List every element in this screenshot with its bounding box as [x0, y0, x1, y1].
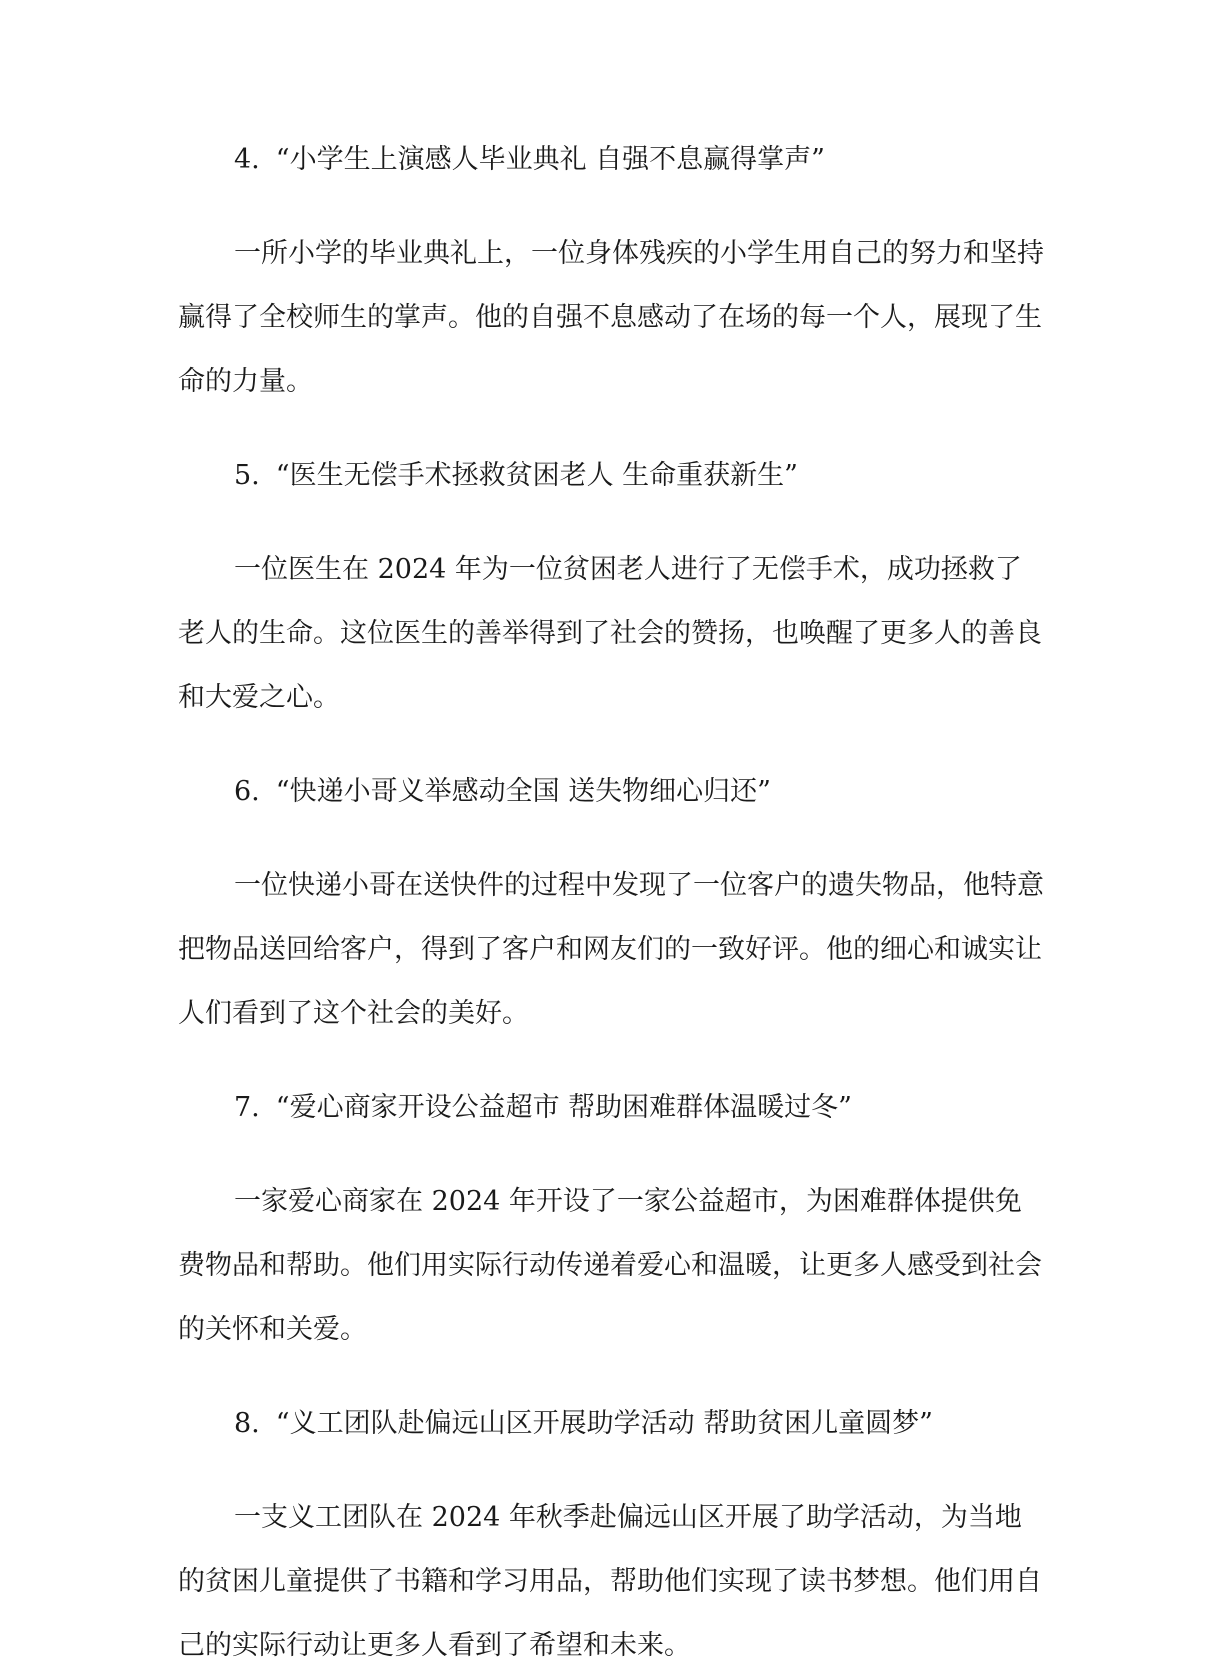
section-heading	[178, 760, 1048, 824]
document-content	[178, 128, 1048, 1678]
section-body: 一家爱心商家在 2024 年开设了一家公益超市，为困难群体提供免费物品和帮助。他们用实际行动传递着爱心和温暖，让更多人感受到社会的关怀和关爱。	[178, 1186, 1042, 1345]
section-body: 一所小学的毕业典礼上，一位身体残疾的小学生用自己的努力和坚持赢得了全校师生的掌声。他的自强不息感动了在场的每一个人，展现了生命的力量。	[178, 238, 1044, 397]
section-number: 4.	[234, 144, 260, 175]
section-title: “爱心商家开设公益超市 帮助困难群体温暖过冬”	[275, 1092, 852, 1123]
section-heading	[178, 444, 1048, 508]
section-body: 一位医生在 2024 年为一位贫困老人进行了无偿手术，成功拯救了老人的生命。这位医生的善举得到了社会的赞扬，也唤醒了更多人的善良和大爱之心。	[178, 554, 1042, 713]
section-title: “医生无偿手术拯救贫困老人 生命重获新生”	[275, 460, 798, 491]
section-heading	[178, 1076, 1048, 1140]
section-number: 6.	[234, 776, 260, 807]
section-title: “小学生上演感人毕业典礼 自强不息赢得掌声”	[275, 144, 825, 175]
section-number: 5.	[234, 460, 260, 491]
section-heading	[178, 1392, 1048, 1456]
section-body: 一支义工团队在 2024 年秋季赴偏远山区开展了助学活动，为当地的贫困儿童提供了书籍和学习用品，帮助他们实现了读书梦想。他们用自己的实际行动让更多人看到了希望和未来。	[178, 1502, 1042, 1661]
section-number: 7.	[234, 1092, 260, 1123]
section-body: 一位快递小哥在送快件的过程中发现了一位客户的遗失物品，他特意把物品送回给客户，得到了客户和网友们的一致好评。他的细心和诚实让人们看到了这个社会的美好。	[178, 870, 1044, 1029]
section-title: “义工团队赴偏远山区开展助学活动 帮助贫困儿童圆梦”	[275, 1408, 933, 1439]
section-title: “快递小哥义举感动全国 送失物细心归还”	[275, 776, 771, 807]
section-heading	[178, 128, 1048, 192]
section-number: 8.	[234, 1408, 260, 1439]
